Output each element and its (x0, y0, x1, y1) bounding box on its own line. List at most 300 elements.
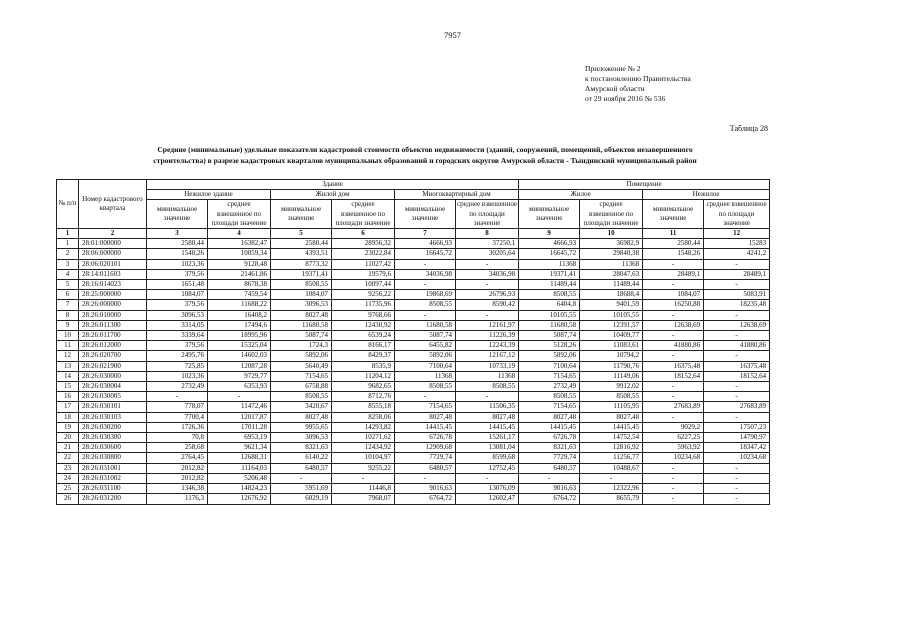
header-weighted-avg: среднее взвешенное по площади значение (457, 200, 518, 227)
header-house: Жилой дом (271, 190, 395, 200)
value-cell: 16645,72 (395, 249, 456, 259)
value-cell: 8555,18 (332, 402, 395, 412)
row-number: 12 (57, 351, 79, 361)
value-cell: 12391,57 (580, 320, 643, 330)
value-cell: 8258,06 (332, 412, 395, 422)
value-cell: - (704, 280, 770, 290)
table-row (57, 290, 770, 300)
value-cell: 30205,64 (456, 249, 519, 259)
value-cell: 9682,65 (332, 382, 395, 392)
cadastral-number: 28:26:020700 (79, 351, 147, 361)
cadastral-number: 28:26:000000 (79, 300, 147, 310)
value-cell: - (643, 331, 704, 341)
value-cell: 11680,58 (519, 320, 580, 330)
value-cell: 7154,65 (271, 371, 332, 381)
value-cell: 10097,44 (332, 280, 395, 290)
value-cell: 8599,68 (456, 453, 519, 463)
value-cell: - (704, 351, 770, 361)
value-cell: - (395, 473, 456, 483)
value-cell: 8678,38 (208, 280, 271, 290)
value-cell: 11368 (519, 259, 580, 269)
value-cell: 8027,48 (580, 412, 643, 422)
value-cell: 8712,76 (332, 392, 395, 402)
value-cell: 6953,19 (208, 433, 271, 443)
value-cell: - (271, 473, 332, 483)
value-cell: 11680,58 (395, 320, 456, 330)
value-cell: 14824,23 (208, 484, 271, 494)
value-cell: 4666,93 (519, 239, 580, 249)
value-cell: 12167,12 (456, 351, 519, 361)
annex-line: Амурской области (585, 84, 645, 93)
value-cell: 10234,68 (704, 453, 770, 463)
value-cell: 12638,69 (643, 320, 704, 330)
value-cell: 1023,36 (147, 371, 208, 381)
cadastral-number: 28:26:030800 (79, 453, 147, 463)
cadastral-number: 28:26:030200 (79, 422, 147, 432)
value-cell: 10488,67 (580, 463, 643, 473)
header-nonres-building: Нежилое здание (147, 190, 271, 200)
row-number: 2 (57, 249, 79, 259)
column-number: 4 (208, 229, 271, 239)
value-cell: 19579,6 (332, 269, 395, 279)
value-cell: 28047,63 (580, 269, 643, 279)
value-cell: 11489,44 (519, 280, 580, 290)
value-cell: 1651,48 (147, 280, 208, 290)
header-min-value: минимальное значение (643, 200, 704, 229)
value-cell: 11204,12 (332, 371, 395, 381)
annex-line: от 29 ноября 2016 № 536 (585, 94, 666, 103)
table-row (57, 259, 770, 269)
value-cell: 8535,9 (332, 361, 395, 371)
value-cell: 8508,55 (519, 290, 580, 300)
value-cell: - (704, 484, 770, 494)
cadastral-number: 28:06:000000 (79, 249, 147, 259)
value-cell: 5892,06 (395, 351, 456, 361)
value-cell: 12430,92 (332, 320, 395, 330)
value-cell: 34036,98 (456, 269, 519, 279)
value-cell: 1176,3 (147, 494, 208, 504)
table-row (57, 269, 770, 279)
cadastral-number: 28:06:020101 (79, 259, 147, 269)
value-cell: - (208, 392, 271, 402)
table-row (57, 351, 770, 361)
value-cell: 7154,65 (395, 402, 456, 412)
value-cell: 9401,59 (580, 300, 643, 310)
table-row (57, 392, 770, 402)
value-cell: 9768,66 (332, 310, 395, 320)
value-cell: 1084,07 (271, 290, 332, 300)
row-number: 23 (57, 463, 79, 473)
value-cell: 6227,25 (643, 433, 704, 443)
value-cell: 2732,49 (147, 382, 208, 392)
value-cell: 8508,55 (271, 280, 332, 290)
value-cell: 6455,82 (395, 341, 456, 351)
row-number: 3 (57, 259, 79, 269)
column-number: 3 (147, 229, 208, 239)
cadastral-number: 28:26:030004 (79, 382, 147, 392)
value-cell: 18995,96 (208, 331, 271, 341)
page-number: 7957 (444, 30, 461, 40)
row-number: 10 (57, 331, 79, 341)
value-cell: 5892,06 (271, 351, 332, 361)
value-cell: 2495,76 (147, 351, 208, 361)
value-cell: 6726,78 (395, 433, 456, 443)
header-residential: Жилое (519, 190, 643, 200)
value-cell: 6539,24 (332, 331, 395, 341)
value-cell: 9912,02 (580, 382, 643, 392)
value-cell: 19371,41 (519, 269, 580, 279)
value-cell: 10794,2 (580, 351, 643, 361)
value-cell: 29840,38 (580, 249, 643, 259)
value-cell: 778,07 (147, 402, 208, 412)
value-cell: 11368 (395, 371, 456, 381)
header-min-value: минимальное значение (147, 200, 208, 229)
header-no: № п/п (57, 180, 79, 229)
table-row (57, 463, 770, 473)
value-cell: 8321,63 (519, 443, 580, 453)
value-cell: 10105,55 (580, 310, 643, 320)
cadastral-number: 28:26:030101 (79, 402, 147, 412)
value-cell: 13076,09 (456, 484, 519, 494)
value-cell: 11226,39 (456, 331, 519, 341)
value-cell: 28956,32 (332, 239, 395, 249)
value-cell: 8508,55 (395, 300, 456, 310)
row-number: 5 (57, 280, 79, 290)
header-weighted-avg: среднее взвешенное по площади значение (332, 200, 395, 229)
data-table (56, 179, 770, 505)
value-cell: 2764,45 (147, 453, 208, 463)
value-cell: - (643, 484, 704, 494)
value-cell: 18152,64 (643, 371, 704, 381)
value-cell: 5206,48 (208, 473, 271, 483)
table-row (57, 494, 770, 504)
value-cell: 9255,22 (332, 463, 395, 473)
value-cell: 12161,97 (456, 320, 519, 330)
header-min-value: минимальное значение (395, 200, 456, 229)
value-cell: 10105,55 (519, 310, 580, 320)
value-cell: 3096,53 (147, 310, 208, 320)
value-cell: 2732,49 (519, 382, 580, 392)
value-cell: - (519, 473, 580, 483)
value-cell: - (395, 280, 456, 290)
value-cell: 6764,72 (519, 494, 580, 504)
cadastral-number: 28:26:021900 (79, 361, 147, 371)
value-cell: 5083,91 (704, 290, 770, 300)
value-cell: 7100,64 (519, 361, 580, 371)
value-cell: 27683,89 (704, 402, 770, 412)
value-cell: 9256,22 (332, 290, 395, 300)
value-cell: 17494,6 (208, 320, 271, 330)
value-cell: 11256,77 (580, 453, 643, 463)
value-cell: 14415,45 (395, 422, 456, 432)
column-number: 1 (57, 229, 79, 239)
value-cell: 12909,68 (395, 443, 456, 453)
value-cell: 5087,74 (271, 331, 332, 341)
value-cell: 5640,49 (271, 361, 332, 371)
row-number: 11 (57, 341, 79, 351)
value-cell: 2580,44 (271, 239, 332, 249)
value-cell: - (456, 310, 519, 320)
value-cell: 11688,22 (208, 300, 271, 310)
header-nonresidential: Нежилое (643, 190, 770, 200)
table-row (57, 331, 770, 341)
value-cell: 6140,22 (271, 453, 332, 463)
value-cell: 3096,53 (271, 433, 332, 443)
value-cell: 11489,44 (580, 280, 643, 290)
value-cell: 12638,69 (704, 320, 770, 330)
value-cell: 8027,48 (395, 412, 456, 422)
value-cell: - (456, 392, 519, 402)
value-cell: 18347,42 (704, 443, 770, 453)
value-cell: 10409,77 (580, 331, 643, 341)
row-number: 20 (57, 433, 79, 443)
header-weighted-avg: среднее взвешенное по площади значение (704, 200, 770, 229)
row-number: 24 (57, 473, 79, 483)
value-cell: 9016,63 (519, 484, 580, 494)
value-cell: 7729,74 (395, 453, 456, 463)
table-row (57, 473, 770, 483)
table-row (57, 422, 770, 432)
value-cell: 1084,07 (643, 290, 704, 300)
value-cell: 13081,04 (456, 443, 519, 453)
value-cell: 14293,82 (332, 422, 395, 432)
value-cell: 6353,93 (208, 382, 271, 392)
cadastral-number: 28:14:011603 (79, 269, 147, 279)
value-cell: 5951,69 (271, 484, 332, 494)
value-cell: 1548,26 (147, 249, 208, 259)
value-cell: 19868,69 (395, 290, 456, 300)
table-row (57, 453, 770, 463)
value-cell: - (704, 392, 770, 402)
value-cell: - (643, 494, 704, 504)
value-cell: - (332, 473, 395, 483)
value-cell: 37250,1 (456, 239, 519, 249)
value-cell: 8773,32 (271, 259, 332, 269)
value-cell: 7100,64 (395, 361, 456, 371)
value-cell: 11446,8 (332, 484, 395, 494)
value-cell: - (643, 280, 704, 290)
header-weighted-avg: среднее взвешенное по площади значение (580, 200, 643, 229)
value-cell: 12752,45 (456, 463, 519, 473)
value-cell: 36982,9 (580, 239, 643, 249)
value-cell: - (704, 412, 770, 422)
cadastral-number: 28:26:030600 (79, 443, 147, 453)
value-cell: 1724,3 (271, 341, 332, 351)
title-line: Средние (минимальные) удельные показатели кадастровой стоимости объектов недвижимости (зданий, сооружений, помещений, объектов незавершенного (157, 145, 693, 154)
table-row (57, 341, 770, 351)
table-row (57, 433, 770, 443)
value-cell: 11506,35 (456, 402, 519, 412)
cadastral-number: 28:26:030103 (79, 412, 147, 422)
cadastral-number: 28:25:000000 (79, 290, 147, 300)
value-cell: 18152,64 (704, 371, 770, 381)
value-cell: 70,8 (147, 433, 208, 443)
table-row (57, 371, 770, 381)
table-row (57, 249, 770, 259)
value-cell: - (456, 280, 519, 290)
value-cell: 8508,55 (519, 392, 580, 402)
value-cell: 11790,76 (580, 361, 643, 371)
value-cell: 4241,2 (704, 249, 770, 259)
value-cell: 6764,72 (395, 494, 456, 504)
value-cell: 8655,79 (580, 494, 643, 504)
header-min-value: минимальное значение (519, 200, 580, 229)
value-cell: 14415,45 (580, 422, 643, 432)
value-cell: 7154,65 (519, 402, 580, 412)
value-cell: 16408,2 (208, 310, 271, 320)
value-cell: 11368 (456, 371, 519, 381)
cadastral-number: 28:26:011300 (79, 320, 147, 330)
value-cell: 5087,74 (395, 331, 456, 341)
value-cell: 16375,48 (704, 361, 770, 371)
value-cell: - (395, 259, 456, 269)
value-cell: 7968,07 (332, 494, 395, 504)
value-cell: 8429,37 (332, 351, 395, 361)
value-cell: - (704, 310, 770, 320)
value-cell: - (704, 473, 770, 483)
value-cell: - (643, 351, 704, 361)
value-cell: 379,56 (147, 269, 208, 279)
value-cell: - (643, 392, 704, 402)
value-cell: 8027,48 (271, 412, 332, 422)
value-cell: 8508,55 (271, 392, 332, 402)
value-cell: 6404,8 (519, 300, 580, 310)
value-cell: - (704, 259, 770, 269)
row-number: 21 (57, 443, 79, 453)
table-row (57, 280, 770, 290)
value-cell: 7729,74 (519, 453, 580, 463)
annex-line: Приложение № 2 (585, 64, 641, 73)
row-number: 16 (57, 392, 79, 402)
value-cell: 10104,97 (332, 453, 395, 463)
cadastral-number: 28:26:031002 (79, 473, 147, 483)
value-cell: - (704, 494, 770, 504)
row-number: 22 (57, 453, 79, 463)
value-cell: - (643, 382, 704, 392)
value-cell: 3096,53 (271, 300, 332, 310)
value-cell: 18235,48 (704, 300, 770, 310)
column-number: 8 (456, 229, 519, 239)
value-cell: 8166,17 (332, 341, 395, 351)
value-cell: - (704, 463, 770, 473)
value-cell: 15261,17 (456, 433, 519, 443)
value-cell: 9016,63 (395, 484, 456, 494)
column-number: 12 (704, 229, 770, 239)
value-cell: - (643, 412, 704, 422)
value-cell: 28489,1 (704, 269, 770, 279)
value-cell: 6726,78 (519, 433, 580, 443)
value-cell: - (147, 392, 208, 402)
value-cell: 10271,62 (332, 433, 395, 443)
table-row (57, 239, 770, 249)
value-cell: - (704, 331, 770, 341)
header-building: Здание (147, 180, 519, 190)
value-cell: 8027,48 (519, 412, 580, 422)
cadastral-number: 28:26:031200 (79, 494, 147, 504)
column-number: 7 (395, 229, 456, 239)
row-number: 1 (57, 239, 79, 249)
row-number: 13 (57, 361, 79, 371)
value-cell: 16250,88 (643, 300, 704, 310)
value-cell: 10733,19 (456, 361, 519, 371)
value-cell: 18688,4 (580, 290, 643, 300)
value-cell: 12816,92 (580, 443, 643, 453)
value-cell: - (643, 310, 704, 320)
annex-block (585, 64, 691, 104)
value-cell: 15283 (704, 239, 770, 249)
value-cell: 2012,82 (147, 473, 208, 483)
table-title (84, 145, 766, 166)
value-cell: 6758,88 (271, 382, 332, 392)
cadastral-number: 28:26:030300 (79, 433, 147, 443)
value-cell: 4666,93 (395, 239, 456, 249)
value-cell: 14602,03 (208, 351, 271, 361)
value-cell: 8027,48 (456, 412, 519, 422)
table-row (57, 382, 770, 392)
value-cell: 11164,03 (208, 463, 271, 473)
row-number: 15 (57, 382, 79, 392)
value-cell: 11735,96 (332, 300, 395, 310)
row-number: 17 (57, 402, 79, 412)
value-cell: 9621,34 (208, 443, 271, 453)
value-cell: 34036,98 (395, 269, 456, 279)
table-row (57, 310, 770, 320)
header-min-value: минимальное значение (271, 200, 332, 229)
value-cell: 1548,26 (643, 249, 704, 259)
value-cell: 1726,36 (147, 422, 208, 432)
value-cell: 41880,86 (643, 341, 704, 351)
value-cell: 11680,58 (271, 320, 332, 330)
value-cell: 7459,54 (208, 290, 271, 300)
value-cell: 3314,05 (147, 320, 208, 330)
value-cell: 8321,63 (271, 443, 332, 453)
value-cell: 41880,86 (704, 341, 770, 351)
header-cadastral: Номер кадастрового квартала (79, 180, 147, 229)
header-premises: Помещение (519, 180, 770, 190)
value-cell: 9729,77 (208, 371, 271, 381)
value-cell: 26796,93 (456, 290, 519, 300)
value-cell: 17507,23 (704, 422, 770, 432)
value-cell: - (643, 463, 704, 473)
cadastral-number: 28:01:000000 (79, 239, 147, 249)
value-cell: 6480,57 (271, 463, 332, 473)
cadastral-number: 28:26:031100 (79, 484, 147, 494)
value-cell: 11368 (580, 259, 643, 269)
value-cell: 8590,42 (456, 300, 519, 310)
cadastral-number: 28:26:030000 (79, 371, 147, 381)
row-number: 8 (57, 310, 79, 320)
cadastral-number: 28:16:014023 (79, 280, 147, 290)
row-number: 25 (57, 484, 79, 494)
value-cell: 12602,47 (456, 494, 519, 504)
value-cell: 28489,1 (643, 269, 704, 279)
value-cell: 10234,68 (643, 453, 704, 463)
value-cell: 14415,45 (519, 422, 580, 432)
row-number: 14 (57, 371, 79, 381)
value-cell: 12243,39 (456, 341, 519, 351)
value-cell: 11472,46 (208, 402, 271, 412)
table-row (57, 443, 770, 453)
cadastral-number: 28:26:031001 (79, 463, 147, 473)
value-cell: 5892,06 (519, 351, 580, 361)
table-label: Таблица 28 (729, 124, 768, 133)
value-cell: 1084,07 (147, 290, 208, 300)
value-cell: 11027,42 (332, 259, 395, 269)
value-cell: 14790,97 (704, 433, 770, 443)
value-cell: 12434,92 (332, 443, 395, 453)
value-cell: 8508,55 (456, 382, 519, 392)
column-number: 6 (332, 229, 395, 239)
